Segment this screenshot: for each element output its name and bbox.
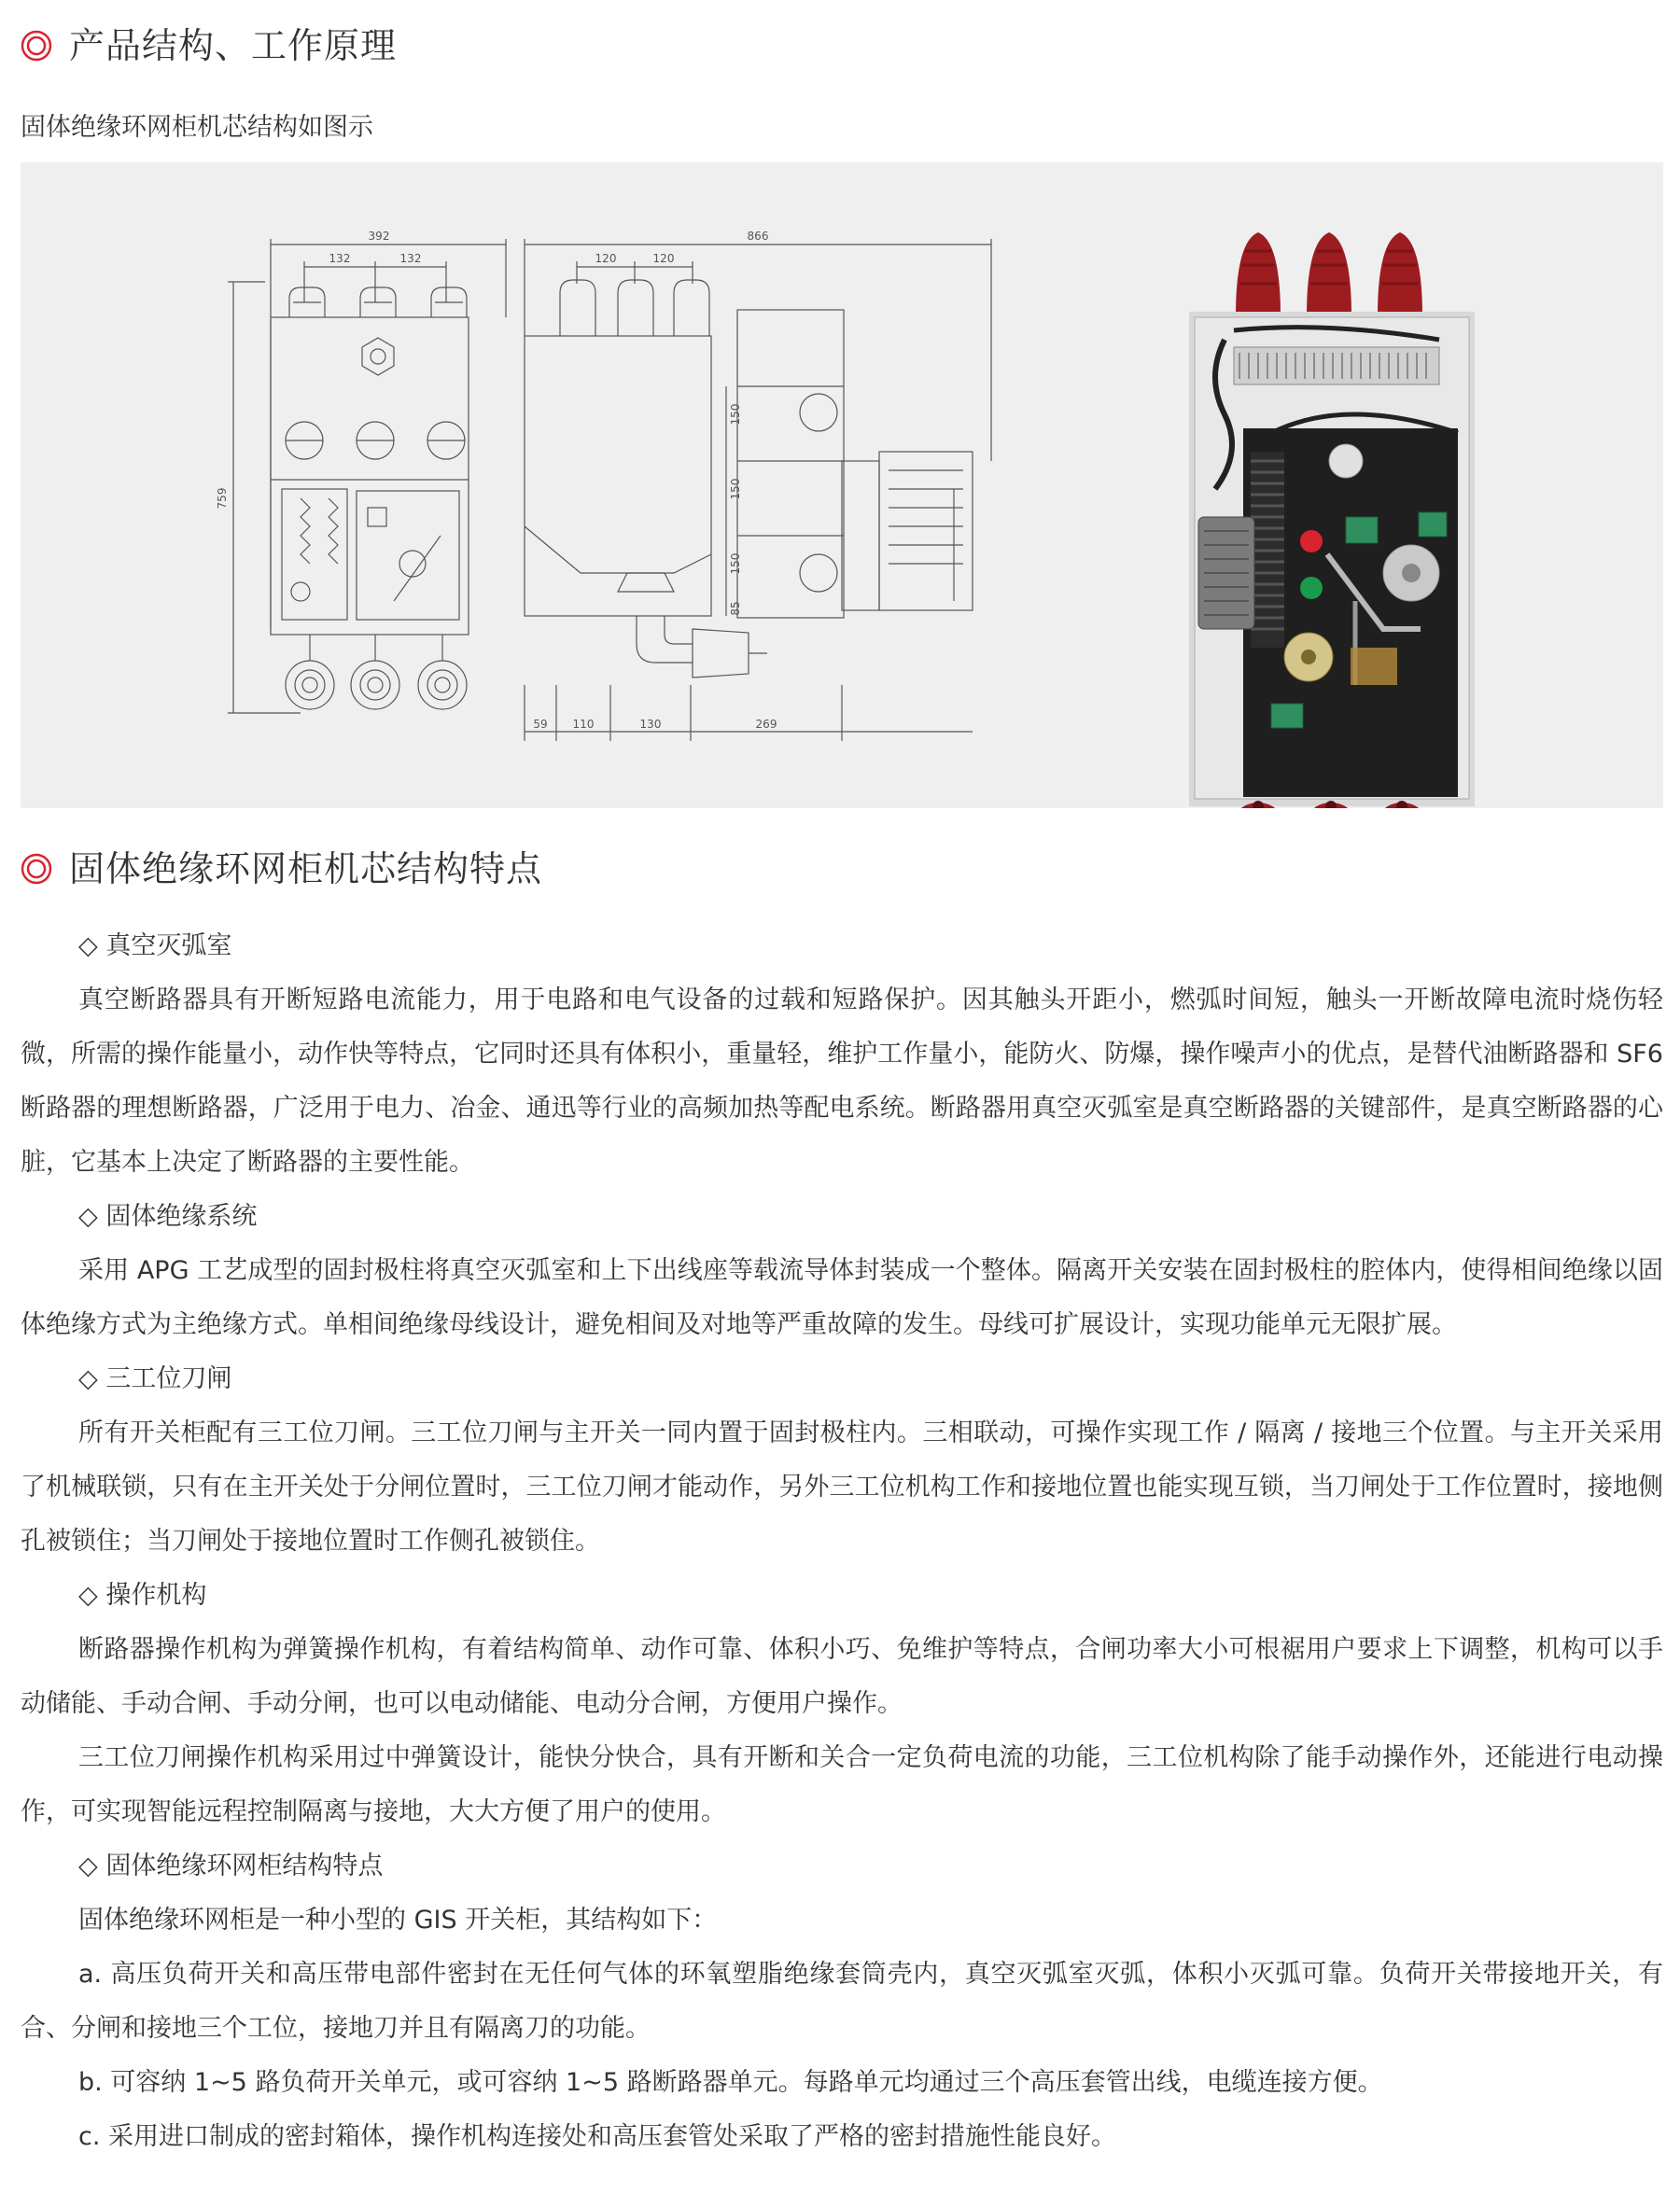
section-header-features <box>21 848 543 889</box>
double-circle-icon <box>21 30 52 62</box>
dim-label: 759 <box>216 487 229 510</box>
double-circle-icon <box>21 853 52 885</box>
paragraph: 采用 APG 工艺成型的固封极柱将真空灭弧室和上下出线座等载流导体封装成一个整体。隔离开关安装在固封极柱的腔体内，使得相间绝缘以固体绝缘方式为主绝缘方式。单相间绝缘母线设计，避免相间及对地等严重故障的发生。母线可扩展设计，实现功能单元无限扩展。 <box>21 1256 1663 1339</box>
paragraph: 三工位刀闸操作机构采用过中弹簧设计，能快分快合，具有开断和关合一定负荷电流的功能，三工位机构除了能手动操作外，还能进行电动操作，可实现智能远程控制隔离与接地，大大方便了用户的使用。 <box>21 1743 1663 1826</box>
section-title: 产品结构、工作原理 <box>69 25 398 66</box>
subheading-vacuum-interrupter: ◇ 真空灭弧室 <box>78 931 232 960</box>
dim-label: 132 <box>399 252 422 265</box>
subheading-operating-mechanism: ◇ 操作机构 <box>78 1581 207 1610</box>
dim-label: 85 <box>729 601 742 616</box>
dim-label: 130 <box>639 718 662 731</box>
product-photo <box>1189 232 1475 808</box>
dim-label: 866 <box>747 230 769 243</box>
paragraph: 断路器操作机构为弹簧操作机构，有着结构简单、动作可靠、体积小巧、免维护等特点，合闸功率大小可根裾用户要求上下调整，机构可以手动储能、手动合闸、手动分闸，也可以电动储能、电动分合闸，方便用户操作。 <box>21 1635 1663 1718</box>
paragraph: 所有开关柜配有三工位刀闸。三工位刀闸与主开关一同内置于固封极柱内。三相联动，可操作实现工作 / 隔离 / 接地三个位置。与主开关采用了机械联锁，只有在主开关处于分闸位置时，三工位刀闸才能动作，另外三工位机构工作和接地位置也能实现互锁，当刀闸处于工作位置时，接地侧孔被锁住；当刀闸处于接地位置时工作侧孔被锁住。 <box>21 1418 1663 1556</box>
dim-label: 59 <box>533 718 548 731</box>
dim-label: 120 <box>652 252 675 265</box>
dim-label: 110 <box>572 718 595 731</box>
dim-label: 150 <box>729 478 742 500</box>
section-header-structure <box>21 25 398 66</box>
list-item: c. 采用进口制成的密封箱体，操作机构连接处和高压套管处采取了严格的密封措施性能良好。 <box>78 2122 1117 2151</box>
figure-caption: 固体绝缘环网柜机芯结构如图示 <box>21 113 373 142</box>
section-title: 固体绝缘环网柜机芯结构特点 <box>69 848 543 889</box>
dim-label: 392 <box>368 230 390 243</box>
paragraph: 固体绝缘环网柜是一种小型的 GIS 开关柜，其结构如下： <box>78 1906 718 1935</box>
dim-label: 132 <box>329 252 351 265</box>
subheading-three-position-switch: ◇ 三工位刀闸 <box>78 1364 232 1393</box>
list-item: b. 可容纳 1~5 路负荷开关单元，或可容纳 1~5 路断路器单元。每路单元均通过三个高压套管出线，电缆连接方便。 <box>78 2068 1383 2097</box>
subheading-solid-insulation: ◇ 固体绝缘系统 <box>78 1202 258 1231</box>
dim-label: 120 <box>595 252 617 265</box>
feature-content <box>21 919 1663 2164</box>
dim-label: 150 <box>729 403 742 426</box>
technical-drawing <box>21 162 1663 808</box>
subheading-ring-main-unit-features: ◇ 固体绝缘环网柜结构特点 <box>78 1852 384 1880</box>
structure-figure <box>21 162 1663 808</box>
list-item: a. 高压负荷开关和高压带电部件密封在无任何气体的环氧塑脂绝缘套筒壳内，真空灭弧室灭弧，体积小灭弧可靠。负荷开关带接地开关，有合、分闸和接地三个工位，接地刀并且有隔离刀的功能。 <box>21 1960 1663 2043</box>
paragraph: 真空断路器具有开断短路电流能力，用于电路和电气设备的过载和短路保护。因其触头开距小，燃弧时间短，触头一开断故障电流时烧伤轻微，所需的操作能量小，动作快等特点，它同时还具有体积小，重量轻，维护工作量小，能防火、防爆，操作噪声小的优点，是替代油断路器和 SF6 断路器的理想断路器，广泛用于电力、冶金、通迅等行业的高频加热等配电系统。断路器用真空灭弧室是真空断路器的关键部件，是真空断路器的心脏，它基本上决定了断路器的主要性能。 <box>21 985 1663 1177</box>
dim-label: 150 <box>729 552 742 575</box>
dim-label: 269 <box>755 718 777 731</box>
